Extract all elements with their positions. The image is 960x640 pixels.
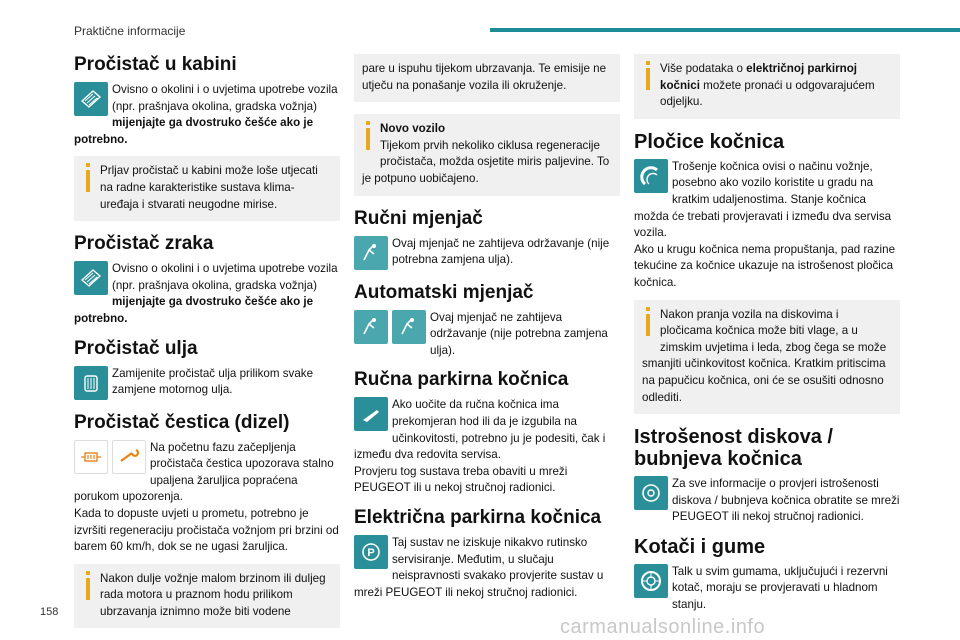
section-text: Ovisno o okolini i o uvjetima upotrebe vozila (npr. prašnjava okolina, gradska vožnja) mijenjajte ga dvostruko češće ako je potrebno. — [74, 83, 338, 146]
section-manual-gearbox — [354, 208, 620, 272]
section-text: Ovisno o okolini i o uvjetima upotrebe vozila (npr. prašnjava okolina, gradska vožnja) mijenjajte ga dvostruko češće ako je potrebno. — [74, 262, 338, 325]
filter-icon — [74, 82, 108, 116]
section-text: Na početnu fazu začepljenja pročistača čestica upozorava stalno upaljena žaruljica popraćena porukom upozorenja. — [74, 440, 334, 504]
info-icon — [362, 121, 376, 155]
info-icon — [82, 571, 96, 605]
section-brake-pads — [634, 131, 900, 414]
section-particle-filter — [74, 412, 340, 629]
section-cabin-filter — [74, 54, 340, 221]
column-3 — [634, 54, 900, 624]
section-manual-parking-brake — [354, 369, 620, 497]
info-icon — [642, 61, 656, 95]
filter-icon — [74, 261, 108, 295]
section-text: Talk u svim gumama, uključujući i rezervni kotač, moraju se provjeravati u hladnom stanju. — [672, 564, 888, 612]
info-note — [74, 156, 340, 221]
column-1 — [74, 54, 340, 640]
info-icon — [642, 307, 656, 341]
info-note — [634, 300, 900, 415]
section-title: Električna parkirna kočnica — [354, 506, 602, 528]
section-text: Trošenje kočnica ovisi o načinu vožnje, posebno ako vozilo koristite u gradu na kratkim udaljenostima. Stanje kočnica možda će trebati provjeravati i između dva servisa vozila. — [634, 159, 892, 240]
section-text: Ovaj mjenjač ne zahtijeva održavanje (nije potrebna zamjena ulja). — [392, 236, 610, 267]
section-text-2: Ako u krugu kočnica nema propuštanja, pad razine tekućine za kočnice ukazuje na istrošenost pločica kočnica. — [634, 242, 896, 289]
note-text: Nakon pranja vozila na diskovima i pločicama kočnica može biti vlage, a u zimskim uvjetima i leda, zbog čega se može smanjiti učinkovitost kočnica. Kratkim pritiscima na papučicu kočnica, oni će se osušiti odnosno odlediti. — [642, 307, 887, 404]
note-title: Novo vozilo — [380, 122, 446, 136]
section-title: Ručna parkirna kočnica — [354, 369, 569, 391]
note-text: Prljav pročistač u kabini može loše utjecati na radne karakteristike sustava klima-uređaja i stvarati neugodne mirise. — [100, 164, 318, 211]
section-air-filter — [74, 233, 340, 327]
info-note-continued — [354, 54, 620, 102]
section-oil-filter — [74, 338, 340, 402]
tyre-icon — [634, 564, 668, 598]
note-text: Tijekom prvih nekoliko ciklusa regeneracije pročistača, možda osjetite miris paljevine. To je potpuno uobičajeno. — [362, 138, 610, 185]
info-note-new-vehicle — [354, 114, 620, 195]
page-number: 158 — [40, 606, 59, 618]
handbrake-icon — [354, 397, 388, 431]
section-title: Istrošenost diskova / bubnjeva kočnica — [634, 426, 833, 471]
column-2 — [354, 54, 620, 611]
section-text-2: Provjeru tog sustava treba obaviti u mreži PEUGEOT ili u nekoj stručnoj radionici. — [354, 464, 568, 495]
svg-text:P: P — [367, 546, 375, 559]
section-text: Ovaj mjenjač ne zahtijeva održavanje (nije potrebna zamjena ulja). — [430, 310, 608, 357]
section-automatic-gearbox — [354, 282, 620, 360]
section-text: Za sve informacije o provjeri istrošenosti diskova / bubnjeva kočnica obratite se mreži PEUGEOT ili nekoj stručnoj radionici. — [672, 477, 900, 524]
info-icon — [82, 163, 96, 197]
section-text: Taj sustav ne iziskuje nikakvo rutinsko servisiranje. Međutim, u slučaju neispravnosti svakako provjerite sustav u mreži PEUGEOT ili nekoj stručnoj radionici. — [354, 535, 604, 599]
note-text: pare u ispuhu tijekom ubrzavanja. Te emisije ne utječu na ponašanje vozila ili okruženje. — [362, 62, 607, 92]
note-text: Više podataka o električnoj parkirnoj kočnici možete pronaći u odgovarajućem odjeljku. — [660, 62, 875, 109]
wrench-icon — [112, 440, 146, 474]
section-text: Ako uočite da ručna kočnica ima prekomjeran hod ili da je izgubila na učinkovitosti, potrebno ju je podesiti, čak i između dva redovita servisa. — [354, 398, 606, 462]
brake-pad-icon — [634, 159, 668, 193]
oil-filter-icon — [74, 366, 108, 400]
brake-disc-icon — [634, 476, 668, 510]
section-disc-wear — [634, 426, 900, 526]
parking-brake-icon — [354, 535, 388, 569]
section-text: Zamijenite pročistač ulja prilikom svake zamjene motornog ulja. — [112, 366, 314, 397]
note-text: Nakon dulje vožnje malom brzinom ili duljeg rada motora u praznom hodu prilikom ubrzavanja iznimno može biti vodene — [100, 571, 326, 618]
section-title: Pročistač ulja — [74, 337, 198, 359]
header-accent-bar — [490, 28, 960, 32]
info-note — [634, 54, 900, 119]
section-title: Kotači i gume — [634, 535, 766, 558]
gearbox-icon — [354, 310, 388, 344]
gearbox-icon — [354, 236, 388, 270]
section-title: Pročistač čestica (dizel) — [74, 411, 290, 433]
section-title: Automatski mjenjač — [354, 281, 534, 303]
section-text-2: Kada to dopuste uvjeti u prometu, potrebno je izvršiti regeneraciju pročistača vožnjom pri brzini od barem 60 km/h, dok se ne ugasi žaruljica. — [74, 506, 339, 554]
section-wheels-tyres — [634, 536, 900, 614]
particle-filter-lamp-icon — [74, 440, 108, 474]
section-title: Pročistač u kabini — [74, 54, 237, 75]
section-title: Pločice kočnica — [634, 130, 785, 153]
section-title: Ručni mjenjač — [354, 207, 483, 229]
section-title: Pročistač zraka — [74, 233, 214, 255]
section-electric-parking-brake — [354, 507, 620, 601]
watermark: carmanualsonline.info — [560, 616, 766, 638]
header-title: Praktične informacije — [74, 24, 186, 38]
info-note — [74, 564, 340, 629]
gearbox-icon — [392, 310, 426, 344]
